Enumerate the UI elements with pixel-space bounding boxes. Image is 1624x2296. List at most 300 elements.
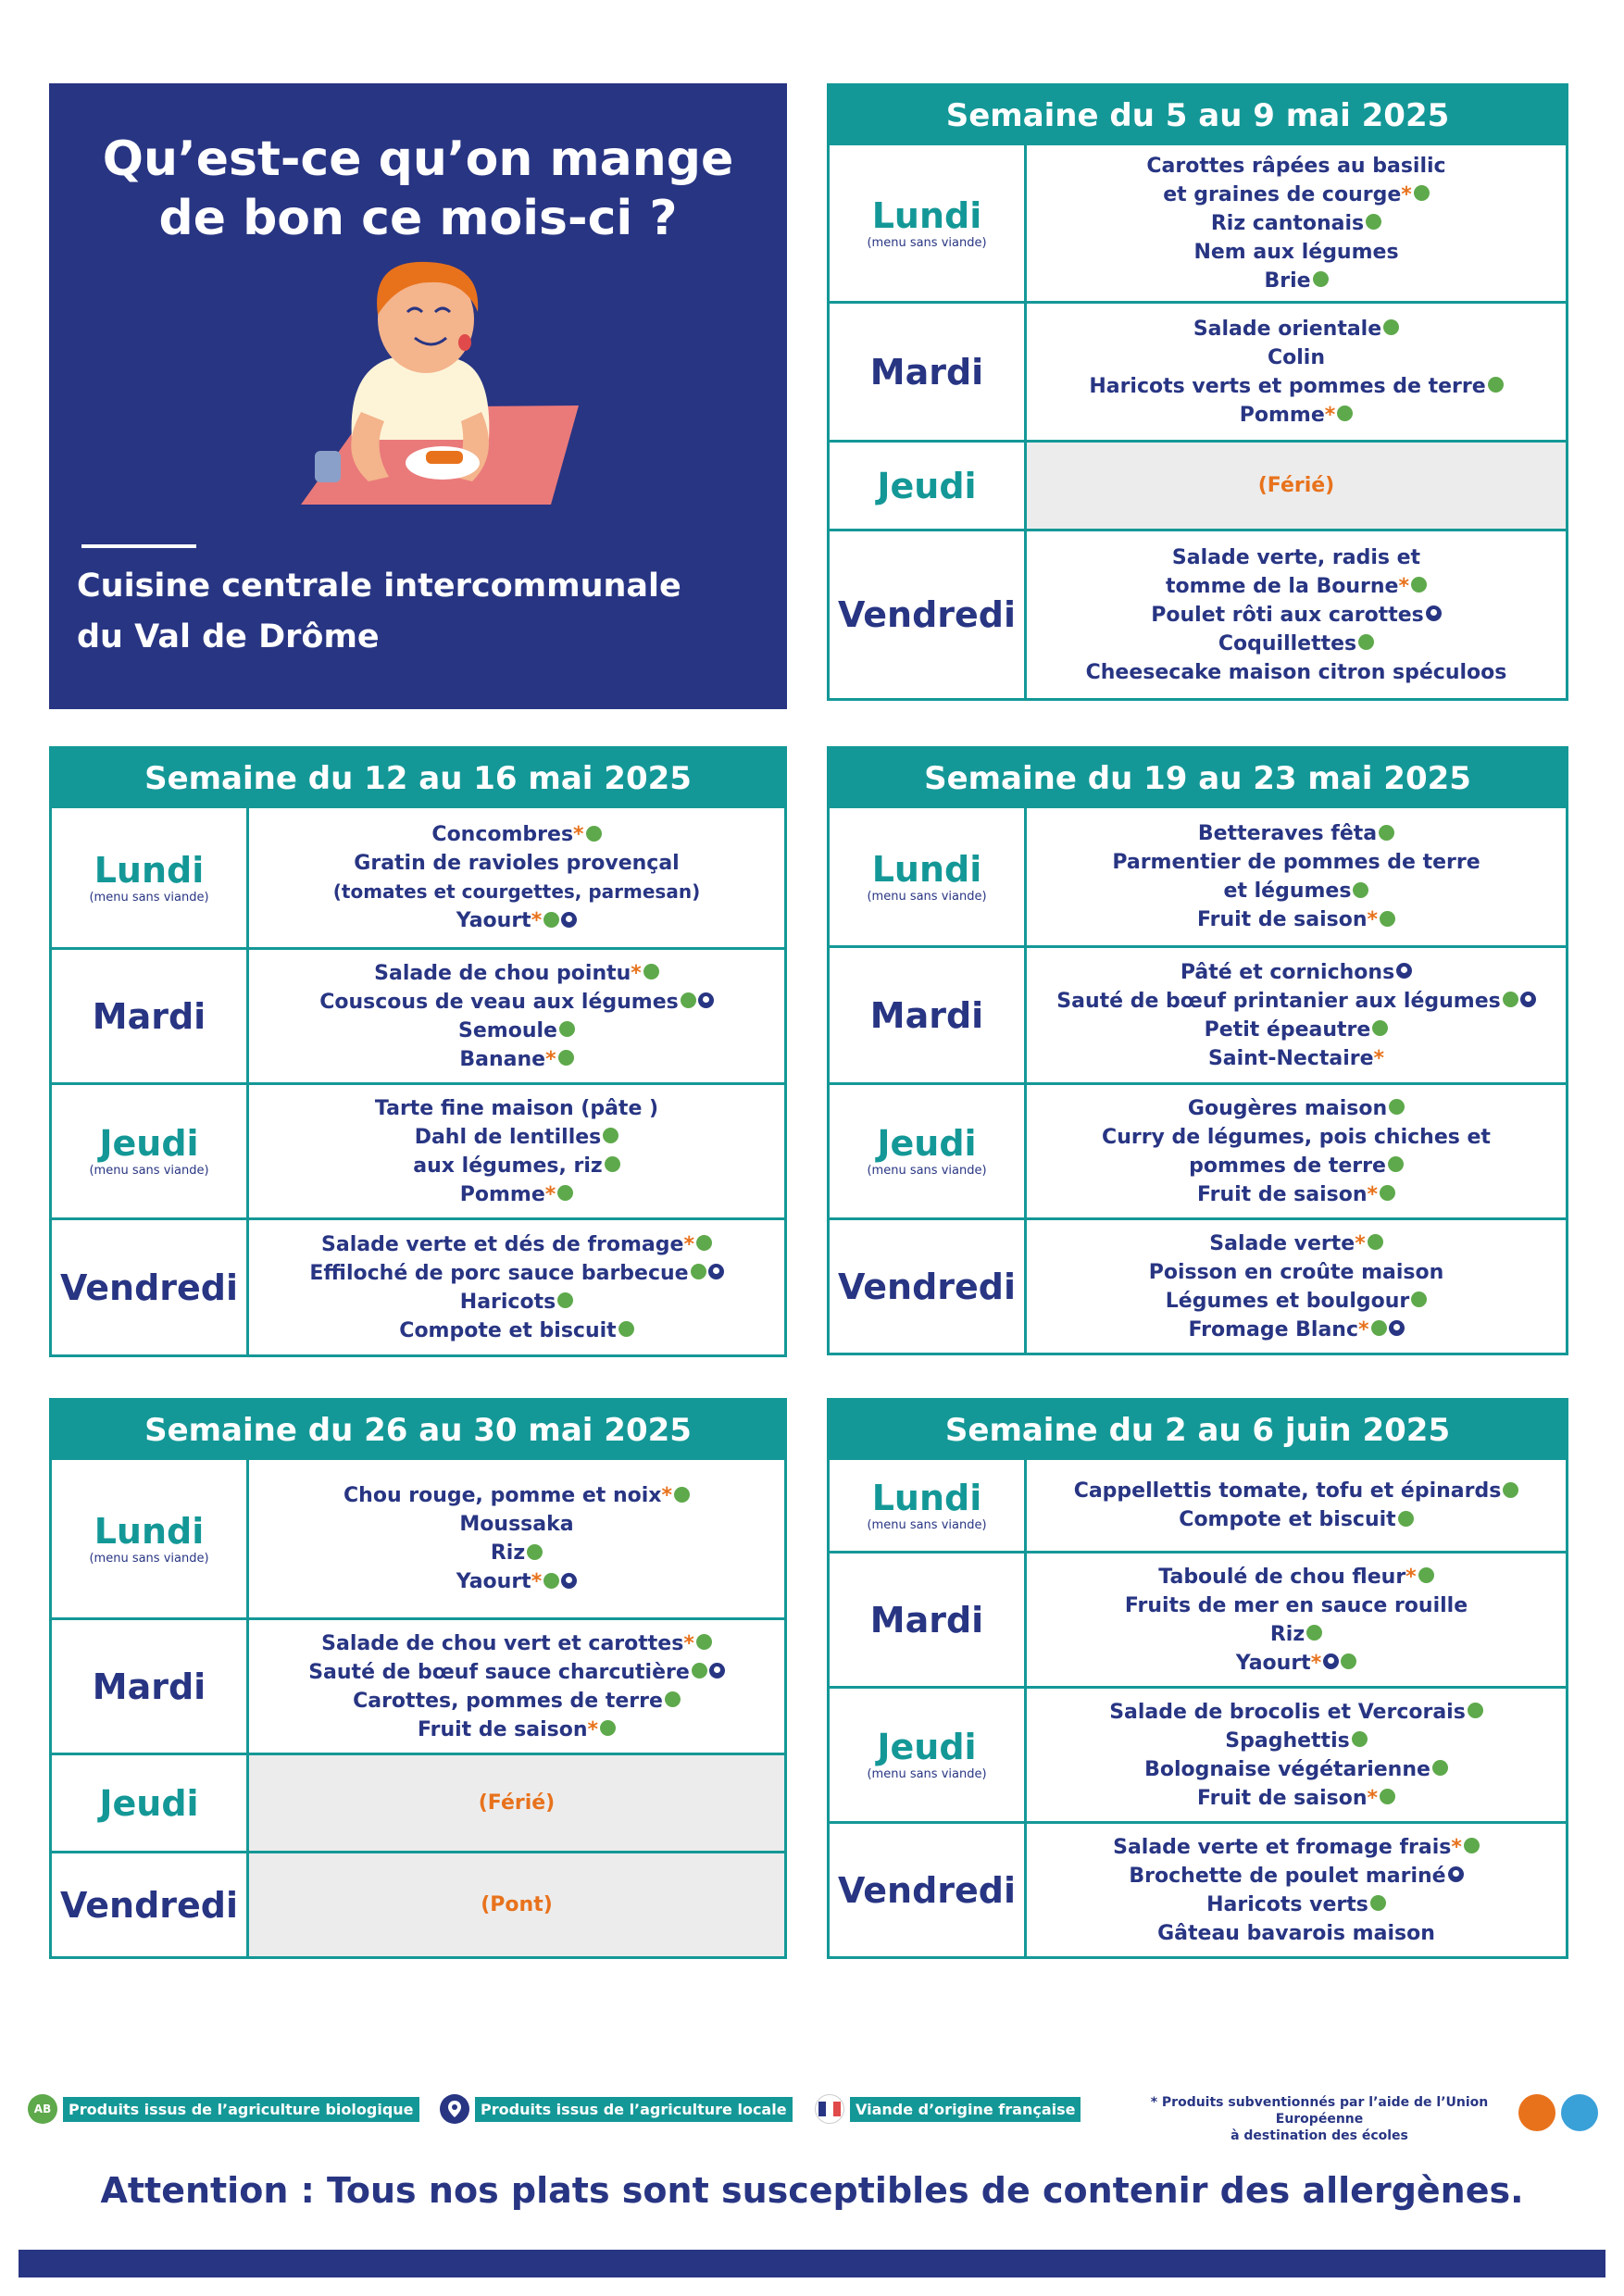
day-row-vendredi [830, 1217, 1566, 1353]
menu-cell [249, 808, 784, 947]
menu-item [1179, 1505, 1413, 1534]
holiday-label: (Pont) [481, 1893, 553, 1916]
day-label-cell [830, 1554, 1027, 1686]
week-title: Semaine du 2 au 6 juin 2025 [830, 1401, 1566, 1460]
menu-item-text: et légumes [1223, 880, 1352, 903]
local-pin-icon [708, 1264, 724, 1279]
menu-item [491, 1539, 543, 1567]
hero-divider [81, 544, 196, 548]
menu-item [1206, 1890, 1386, 1919]
menu-item-text: Salade orientale [1193, 317, 1382, 341]
legend-french [815, 2094, 1081, 2124]
day-name: Mardi [869, 351, 984, 393]
day-row-mardi [830, 945, 1566, 1082]
eu-subsidy-star: * [683, 1631, 694, 1655]
day-name: Jeudi [877, 465, 977, 506]
eu-subsidy-star: * [1451, 1835, 1462, 1859]
menu-item-text: Compote et biscuit [1179, 1508, 1396, 1531]
day-row-jeudi [830, 1082, 1566, 1217]
menu-item-text: Pomme [459, 1182, 545, 1206]
menu-item-text: Poisson en croûte maison [1148, 1260, 1444, 1284]
menu-item [1188, 1094, 1405, 1123]
organic-icon [586, 826, 602, 842]
day-name: Vendredi [837, 1869, 1017, 1911]
menu-item [460, 1180, 574, 1209]
menu-item-text: Carottes, pommes de terre [353, 1689, 663, 1713]
menu-cell [1027, 145, 1566, 301]
organic-icon [557, 1292, 573, 1308]
menu-item-text: Brochette de poulet mariné [1129, 1864, 1446, 1888]
organic-icon [1372, 1020, 1388, 1036]
menu-item [1109, 1698, 1483, 1727]
organic-icon [1414, 185, 1430, 201]
week-box-may-19 [827, 746, 1568, 1355]
holiday-cell [249, 1755, 784, 1851]
organic-icon [643, 964, 659, 980]
attention-text: Tous nos plats sont susceptibles de contenir des allergènes. [314, 2170, 1524, 2211]
menu-item-text: (tomates et courgettes, parmesan) [332, 880, 701, 903]
day-name: Jeudi [99, 1782, 199, 1824]
eu-subsidy-star: * [683, 1232, 694, 1256]
menu-item [375, 1094, 658, 1123]
menu-item-text: Semoule [458, 1018, 557, 1042]
organic-icon [1380, 1789, 1395, 1804]
organic-icon [1337, 406, 1353, 421]
menu-item [1189, 1152, 1404, 1180]
menu-item [1209, 1229, 1382, 1258]
organic-icon [681, 992, 696, 1008]
eu-subsidy-star: * [531, 909, 543, 932]
day-name: Lundi [871, 848, 982, 890]
organic-icon [618, 1321, 634, 1337]
menu-item-text: Concombres [431, 823, 574, 846]
menu-item-text: Spaghettis [1225, 1728, 1350, 1753]
menu-item [1225, 1727, 1367, 1755]
menu-cell [1027, 1460, 1566, 1551]
menu-item [1166, 572, 1427, 601]
eu-subsidy-star: * [1310, 1651, 1322, 1675]
legend-local-label: Produits issus de l’agriculture locale [475, 2097, 793, 2122]
menu-item-text: Tarte fine maison (pâte ) [374, 1096, 659, 1120]
eu-subsidy-star: * [544, 1182, 556, 1206]
menu-cell [249, 1460, 784, 1617]
local-pin-icon [1389, 1320, 1405, 1336]
week-box-june-2 [827, 1398, 1568, 1959]
meatless-note: (menu sans viande) [867, 1164, 987, 1178]
menu-item-text: Banane [459, 1047, 546, 1071]
day-row-vendredi [52, 1851, 784, 1956]
menu-item-text: Parmentier de pommes de terre [1112, 851, 1480, 874]
menu-item-text: Betteraves fêta [1197, 822, 1378, 845]
day-name: Vendredi [59, 1884, 239, 1926]
day-label-cell [830, 1220, 1027, 1353]
menu-item-text: Yaourt [456, 909, 531, 932]
menu-item [319, 988, 714, 1017]
menu-item [1224, 877, 1369, 905]
local-pin-icon [1396, 963, 1412, 979]
menu-item [431, 820, 601, 849]
organic-icon [1353, 882, 1368, 898]
meatless-note: (menu sans viande) [867, 1517, 987, 1532]
menu-item-text: Curry de légumes, pois chiches et [1102, 1125, 1491, 1149]
menu-item [459, 1045, 573, 1074]
menu-item-text: pommes de terre [1189, 1154, 1386, 1178]
menu-item [354, 849, 679, 878]
organic-icon [692, 1663, 707, 1678]
day-label-cell [52, 1220, 249, 1354]
day-label-cell [52, 950, 249, 1082]
menu-item [418, 1716, 616, 1744]
menu-item-text: Pomme [1239, 403, 1325, 427]
menu-item-text: Gâteau bavarois maison [1157, 1921, 1435, 1945]
menu-item-text: Colin [1267, 345, 1325, 369]
day-label-cell [830, 531, 1027, 698]
child-eating-illustration [250, 255, 583, 505]
eu-subsidy-star: * [1367, 908, 1379, 931]
legend-french-label: Viande d’origine française [850, 2097, 1081, 2122]
menu-item [1264, 267, 1328, 295]
legend-bio [28, 2094, 419, 2124]
menu-item-text: Fruit de saison [417, 1717, 588, 1741]
allergen-warning [0, 2170, 1624, 2211]
menu-item-text: Taboulé de chou fleur [1158, 1565, 1406, 1589]
day-label-cell [830, 1460, 1027, 1551]
day-row-lundi [52, 808, 784, 947]
menu-item-text: Fruit de saison [1196, 1182, 1368, 1206]
menu-item [1056, 987, 1535, 1016]
menu-cell [1027, 1824, 1566, 1956]
menu-item-text: Salade verte [1209, 1231, 1355, 1255]
menu-item [1089, 372, 1503, 401]
menu-item-text: Dahl de lentilles [414, 1125, 602, 1149]
menu-item [1102, 1123, 1491, 1152]
menu-item [415, 1123, 619, 1152]
organic-icon [674, 1487, 690, 1503]
day-name: Mardi [869, 1599, 984, 1641]
menu-item-text: Nem aux légumes [1193, 240, 1399, 264]
eu-subsidy-star: * [587, 1717, 599, 1741]
menu-item-text: Effiloché de porc sauce barbecue [309, 1261, 689, 1285]
hero-banner [49, 83, 787, 709]
day-name: Vendredi [837, 1266, 1017, 1307]
menu-cell [249, 1220, 784, 1354]
day-label-cell [830, 1824, 1027, 1956]
eu-school-logo-icon [1561, 2094, 1598, 2131]
eu-subsidy-star: * [545, 1047, 556, 1071]
menu-item [1268, 343, 1325, 372]
day-row-vendredi [52, 1217, 784, 1354]
menu-item [344, 1481, 690, 1510]
day-label-cell [830, 443, 1027, 529]
eu-subsidy-star: * [661, 1484, 672, 1507]
menu-item [1197, 905, 1395, 934]
menu-item-text: Brie [1264, 268, 1311, 293]
menu-item [413, 1152, 619, 1180]
menu-item [1163, 181, 1430, 209]
menu-cell [1027, 1085, 1566, 1217]
organic-icon [691, 1264, 706, 1279]
eu-subsidy-star: * [1367, 1786, 1379, 1810]
menu-item-text: Gratin de ravioles provençal [354, 852, 680, 875]
week-title: Semaine du 12 au 16 mai 2025 [52, 749, 784, 808]
day-row-vendredi [830, 1821, 1566, 1956]
menu-item [353, 1687, 681, 1716]
organic-icon [1352, 1731, 1368, 1747]
organic-icon [1368, 1234, 1383, 1250]
eu-subsidy-star: * [1355, 1231, 1366, 1255]
menu-item-text: Compote et biscuit [399, 1318, 617, 1342]
menu-item-text: Gougères maison [1187, 1096, 1388, 1120]
day-row-jeudi [830, 1686, 1566, 1821]
menu-item-text: Chou rouge, pomme et noix [344, 1484, 662, 1507]
day-label-cell [830, 1085, 1027, 1217]
menu-item [1193, 238, 1398, 267]
week-title: Semaine du 5 au 9 mai 2025 [830, 86, 1566, 145]
french-meat-icon [815, 2094, 844, 2124]
week-title: Semaine du 19 au 23 mai 2025 [830, 749, 1566, 808]
menu-item-text: Poulet rôti aux carottes [1151, 603, 1424, 627]
menu-item-text: Cappellettis tomate, tofu et épinards [1073, 1479, 1502, 1503]
holiday-cell [249, 1853, 784, 1956]
organic-icon [665, 1691, 681, 1707]
menu-item-text: Moussaka [459, 1513, 574, 1536]
organic-icon [1380, 911, 1395, 927]
menu-item-text: Pâté et cornichons [1180, 960, 1395, 984]
day-label-cell [830, 304, 1027, 440]
day-label-cell [52, 1853, 249, 1956]
day-name: Jeudi [877, 1727, 977, 1767]
eu-note-line-1: * Produits subventionnés par l’aide de l’Union Européenne [1150, 2095, 1489, 2127]
menu-item [1181, 958, 1412, 987]
menu-item [1157, 1919, 1435, 1948]
menu-item [1151, 601, 1441, 630]
day-label-cell [830, 948, 1027, 1082]
menu-item-text: Haricots [459, 1290, 556, 1314]
menu-cell [249, 1085, 784, 1217]
menu-item-text: tomme de la Bourne [1166, 574, 1399, 598]
fruit-logo-icon [1518, 2094, 1555, 2131]
day-row-lundi [52, 1460, 784, 1617]
local-pin-icon [698, 992, 714, 1008]
organic-icon [696, 1235, 712, 1251]
organic-icon [605, 1156, 620, 1172]
menu-item [1112, 848, 1480, 877]
organic-icon [1411, 1292, 1427, 1307]
organic-icon [1464, 1838, 1480, 1853]
eu-subsidy-star: * [1324, 403, 1336, 427]
meatless-note: (menu sans viande) [867, 235, 987, 250]
organic-icon [543, 1573, 559, 1589]
menu-item-text: Légumes et boulgour [1165, 1289, 1410, 1313]
menu-item-text: Couscous de veau aux légumes [319, 990, 679, 1014]
organic-icon [1380, 1185, 1395, 1201]
organic-icon [559, 1021, 575, 1037]
organic-icon [1503, 992, 1518, 1007]
menu-item-text: Bolognaise végétarienne [1144, 1757, 1430, 1781]
holiday-label: (Férié) [1257, 474, 1335, 497]
menu-item [459, 1510, 573, 1539]
menu-cell [1027, 1554, 1566, 1686]
eu-subsidy-star: * [1373, 1046, 1385, 1070]
menu-item [1197, 1784, 1395, 1813]
menu-item [1158, 1563, 1433, 1591]
menu-item-text: Coquillettes [1218, 631, 1357, 655]
day-name: Jeudi [99, 1123, 199, 1164]
legend-bio-label: Produits issus de l’agriculture biologique [63, 2097, 419, 2122]
eu-subsidy-star: * [1398, 574, 1409, 598]
organic-icon [1379, 825, 1394, 841]
day-row-mardi [830, 301, 1566, 440]
menu-item-text: Fromage Blanc [1188, 1317, 1359, 1341]
day-row-jeudi [830, 440, 1566, 529]
week-title: Semaine du 26 au 30 mai 2025 [52, 1401, 784, 1460]
menu-cell [1027, 531, 1566, 698]
day-row-mardi [830, 1551, 1566, 1686]
eu-subsidy-star: * [1401, 182, 1412, 206]
legend [28, 2094, 1602, 2143]
day-label-cell [52, 1085, 249, 1217]
day-row-lundi [830, 808, 1566, 945]
attention-label: Attention : [100, 2170, 315, 2211]
menu-item-text: Yaourt [1235, 1651, 1311, 1675]
organic-icon [527, 1544, 543, 1560]
day-label-cell [830, 145, 1027, 301]
menu-item [1193, 315, 1399, 343]
local-pin-icon [1448, 1866, 1464, 1882]
menu-item-text: Salade de brocolis et Vercorais [1109, 1700, 1466, 1724]
menu-item [1270, 1620, 1322, 1649]
menu-item [1211, 209, 1381, 238]
menu-item [1208, 1044, 1384, 1073]
menu-item [1236, 1649, 1356, 1678]
menu-item [1218, 630, 1374, 658]
menu-item [399, 1316, 633, 1345]
week-box-may-5 [827, 83, 1568, 701]
subtitle-line-1: Cuisine centrale intercommunale [77, 568, 681, 605]
bottom-bar [19, 2250, 1605, 2277]
organic-icon [1398, 1511, 1414, 1527]
organic-icon [1371, 1320, 1387, 1336]
local-pin-icon [561, 912, 577, 928]
organic-icon [1366, 214, 1381, 230]
menu-item-text: Riz [1269, 1622, 1305, 1646]
day-name: Mardi [92, 1666, 206, 1707]
menu-item [1240, 401, 1354, 430]
meatless-note: (menu sans viande) [867, 1767, 987, 1781]
local-pin-icon [1426, 605, 1442, 621]
menu-item-text: Carottes râpées au basilic [1146, 154, 1446, 178]
menu-item [1086, 658, 1507, 687]
meatless-note: (menu sans viande) [89, 1164, 209, 1178]
day-row-mardi [52, 947, 784, 1082]
hero-subtitle [77, 561, 762, 663]
day-name: Lundi [94, 1510, 205, 1552]
day-row-jeudi [52, 1082, 784, 1217]
menu-item-text: Salade verte et dés de fromage [321, 1232, 684, 1256]
organic-icon [543, 912, 559, 928]
menu-item [1172, 543, 1420, 572]
meatless-note: (menu sans viande) [89, 890, 209, 905]
day-label-cell [830, 808, 1027, 945]
eu-subsidy-star: * [573, 823, 584, 846]
day-label-cell [830, 1689, 1027, 1821]
organic-icon [696, 1634, 712, 1650]
subtitle-line-2: du Val de Drôme [77, 618, 380, 655]
menu-cell [1027, 1220, 1566, 1353]
menu-item [308, 1658, 725, 1687]
eu-subsidy-star: * [1358, 1317, 1369, 1341]
menu-item-text: Fruits de mer en sauce rouille [1124, 1593, 1468, 1617]
organic-icon [1313, 271, 1329, 287]
location-pin-icon [440, 2094, 469, 2124]
menu-item-text: et graines de courge [1163, 182, 1402, 206]
menu-item-text: Salade de chou vert et carottes [321, 1631, 684, 1655]
menu-item-text: Salade verte, radis et [1171, 545, 1421, 569]
menu-item-text: Riz cantonais [1210, 211, 1365, 235]
organic-icon [1488, 377, 1504, 393]
menu-item-text: Sauté de bœuf sauce charcutière [308, 1660, 690, 1684]
menu-cell [1027, 948, 1566, 1082]
eu-subsidy-star: * [631, 961, 642, 985]
day-name: Vendredi [59, 1267, 239, 1308]
menu-item-text: Fruit de saison [1196, 1786, 1368, 1810]
week-box-may-26 [49, 1398, 787, 1959]
organic-icon [1468, 1703, 1483, 1718]
eu-subsidy-star: * [531, 1570, 543, 1593]
menu-item [1144, 1755, 1448, 1784]
menu-item-text: Salade de chou pointu [374, 961, 631, 985]
menu-item-text: aux légumes, riz [413, 1154, 603, 1178]
organic-icon [557, 1185, 573, 1201]
local-pin-icon [709, 1663, 725, 1678]
menu-item [1166, 1287, 1427, 1316]
meatless-note: (menu sans viande) [89, 1551, 209, 1566]
eu-subsidy-note [1106, 2094, 1532, 2144]
page-title [49, 130, 787, 248]
menu-cell [249, 950, 784, 1082]
menu-cell [1027, 1689, 1566, 1821]
eu-note-line-2: à destination des écoles [1230, 2128, 1408, 2143]
holiday-label: (Férié) [478, 1791, 556, 1815]
title-line-1: Qu’est-ce qu’on mange [102, 131, 734, 187]
day-label-cell [52, 1460, 249, 1617]
day-name: Vendredi [837, 594, 1017, 635]
menu-item [309, 1259, 723, 1288]
week-box-may-12 [49, 746, 787, 1357]
organic-icon [603, 1128, 618, 1143]
menu-item-text: Haricots verts et pommes de terre [1089, 374, 1486, 398]
menu-item [1205, 1016, 1389, 1044]
menu-item [1188, 1316, 1404, 1344]
menu-item [458, 1017, 575, 1045]
menu-cell [1027, 304, 1566, 440]
legend-local [440, 2094, 793, 2124]
menu-item [456, 1567, 577, 1596]
day-name: Jeudi [877, 1123, 977, 1164]
menu-item [1149, 1258, 1444, 1287]
organic-icon [1432, 1760, 1448, 1776]
menu-item [1197, 1180, 1395, 1209]
organic-icon [1503, 1482, 1518, 1498]
local-pin-icon [1520, 992, 1536, 1007]
menu-item-text: Saint-Nectaire [1207, 1046, 1374, 1070]
menu-item-text: Haricots verts [1206, 1892, 1368, 1916]
organic-icon [600, 1720, 616, 1736]
menu-item [321, 1629, 712, 1658]
organic-icon [1358, 634, 1374, 650]
day-label-cell [52, 1755, 249, 1851]
organic-icon [1383, 319, 1399, 335]
